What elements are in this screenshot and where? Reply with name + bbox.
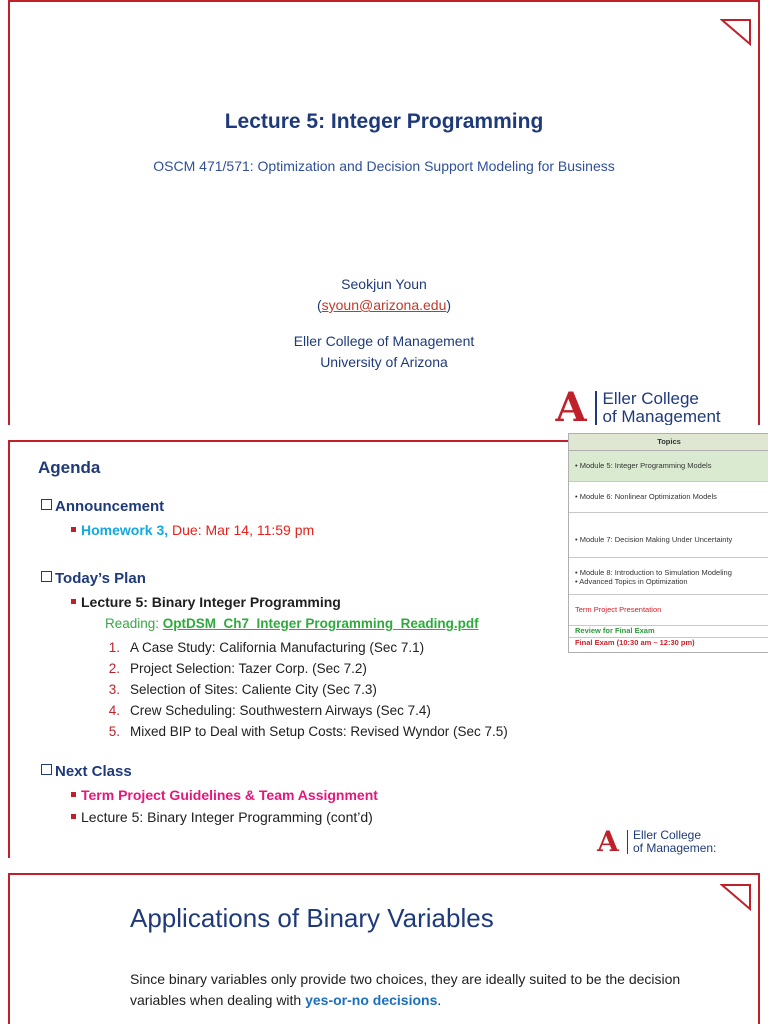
topic-text: • Module 8: Introduction to Simulation Modeling bbox=[575, 568, 732, 577]
slide-title: Applications of Binary Variables bbox=[130, 903, 494, 933]
corner-triangle-icon bbox=[720, 18, 752, 46]
logo-divider bbox=[627, 830, 628, 854]
logo-divider bbox=[595, 391, 597, 425]
checkbox-bullet-icon bbox=[41, 499, 52, 510]
topic-text: • Advanced Topics in Optimization bbox=[575, 577, 688, 586]
email-paren-close: ) bbox=[446, 297, 452, 313]
next-class-item-2 bbox=[71, 809, 373, 825]
announcement-label: Announcement bbox=[55, 498, 165, 515]
square-bullet-icon bbox=[71, 527, 76, 532]
lecture-item-label: Lecture 5: Binary Integer Programming bbox=[81, 594, 341, 610]
topic-row bbox=[569, 558, 768, 595]
list-number: 5. bbox=[108, 724, 120, 739]
logo-line-1: Eller College bbox=[633, 828, 702, 843]
applications-slide bbox=[8, 873, 760, 1024]
next-class-item-1 bbox=[71, 787, 378, 803]
topic-list bbox=[88, 637, 508, 742]
topic-text: Final Exam (10:30 am – 12:30 pm) bbox=[575, 638, 695, 647]
list-number: 4. bbox=[108, 703, 120, 718]
topic-row bbox=[569, 482, 768, 513]
author-name: Seokjun Youn bbox=[341, 276, 427, 292]
homework-label: Homework 3, bbox=[81, 522, 169, 538]
topic-row-term bbox=[569, 595, 768, 626]
logo-text bbox=[633, 829, 716, 854]
checkbox-bullet-icon bbox=[41, 764, 52, 775]
homework-due: Due: Mar 14, 11:59 pm bbox=[168, 522, 315, 538]
topic-text: • Module 5: Integer Programming Models bbox=[575, 461, 712, 470]
agenda-heading: Agenda bbox=[38, 458, 101, 477]
list-text: Selection of Sites: Caliente City (Sec 7.3) bbox=[130, 682, 377, 697]
reading-file-link[interactable]: OptDSM_Ch7_Integer Programming_Reading.pdf bbox=[162, 616, 479, 631]
email-paren-open: ( bbox=[316, 297, 322, 313]
body-period: . bbox=[437, 992, 442, 1008]
college-name: Eller College of Management bbox=[293, 333, 475, 349]
logo-text bbox=[603, 390, 721, 425]
slide-border-top bbox=[8, 873, 760, 875]
announcement-section bbox=[41, 498, 164, 515]
list-text: Project Selection: Tazer Corp. (Sec 7.2) bbox=[130, 661, 367, 676]
reading-label: Reading: bbox=[105, 616, 163, 631]
announcement-item bbox=[71, 522, 314, 538]
author-email-line bbox=[8, 295, 760, 316]
todays-plan-label: Today’s Plan bbox=[55, 570, 146, 587]
university-a-logo-icon: A bbox=[597, 825, 619, 858]
next-class-section bbox=[41, 763, 132, 780]
topic-row-final bbox=[569, 638, 768, 649]
list-item bbox=[88, 721, 508, 742]
slide-border-left bbox=[8, 440, 10, 858]
topic-row bbox=[569, 513, 768, 558]
topic-text: • Module 6: Nonlinear Optimization Models bbox=[575, 492, 717, 501]
slide-border-top bbox=[8, 0, 760, 2]
topic-text: Review for Final Exam bbox=[575, 626, 655, 635]
list-item bbox=[88, 700, 508, 721]
list-item bbox=[88, 658, 508, 679]
topics-header: Topics bbox=[569, 434, 768, 451]
list-text: A Case Study: California Manufacturing (Sec 7.1) bbox=[130, 640, 425, 655]
author-email-link[interactable]: syoun@arizona.edu bbox=[321, 297, 447, 313]
topic-row-current bbox=[569, 451, 768, 482]
slide-border-right bbox=[758, 873, 760, 1024]
slide-border-left bbox=[8, 873, 10, 1024]
list-number: 3. bbox=[108, 682, 120, 697]
reading-line bbox=[105, 616, 479, 631]
university-a-logo-icon: A bbox=[555, 384, 587, 425]
list-item bbox=[88, 679, 508, 700]
list-number: 1. bbox=[108, 640, 120, 655]
logo-line-1: Eller College bbox=[602, 389, 699, 409]
list-text: Mixed BIP to Deal with Setup Costs: Revised Wyndor (Sec 7.5) bbox=[130, 724, 508, 739]
square-bullet-icon bbox=[71, 599, 76, 604]
logo-line-2: of Management bbox=[602, 407, 721, 425]
lecture-item bbox=[71, 594, 341, 610]
lecture-title: Lecture 5: Integer Programming bbox=[224, 110, 544, 133]
logo-line-2: of Managemen: bbox=[633, 841, 717, 855]
topic-text: • Module 7: Decision Making Under Uncertainty bbox=[575, 535, 733, 544]
body-highlight: yes-or-no decisions bbox=[305, 992, 438, 1008]
list-number: 2. bbox=[108, 661, 120, 676]
affiliation-block bbox=[8, 331, 760, 373]
square-bullet-icon bbox=[71, 814, 76, 819]
lecture-continued-text: Lecture 5: Binary Integer Programming (cont’d) bbox=[81, 809, 373, 825]
course-subtitle: OSCM 471/571: Optimization and Decision Support Modeling for Business bbox=[153, 158, 615, 174]
topics-table bbox=[568, 433, 768, 653]
slide-body bbox=[130, 969, 730, 1011]
term-project-text: Term Project Guidelines & Team Assignment bbox=[81, 787, 378, 803]
square-bullet-icon bbox=[71, 792, 76, 797]
corner-triangle-icon bbox=[720, 883, 752, 911]
title-slide bbox=[8, 0, 760, 425]
eller-logo bbox=[553, 384, 721, 425]
todays-plan-section bbox=[41, 570, 146, 587]
topic-row-review bbox=[569, 626, 768, 638]
eller-logo bbox=[594, 825, 717, 858]
author-block bbox=[8, 274, 760, 316]
next-class-label: Next Class bbox=[55, 763, 132, 780]
list-text: Crew Scheduling: Southwestern Airways (Sec 7.4) bbox=[130, 703, 431, 718]
checkbox-bullet-icon bbox=[41, 571, 52, 582]
list-item bbox=[88, 637, 508, 658]
body-text: Since binary variables only provide two choices, they are ideally suited to be the decision variables when dealing with bbox=[130, 971, 681, 1008]
university-name: University of Arizona bbox=[320, 354, 448, 370]
topic-text: Term Project Presentation bbox=[575, 605, 662, 614]
